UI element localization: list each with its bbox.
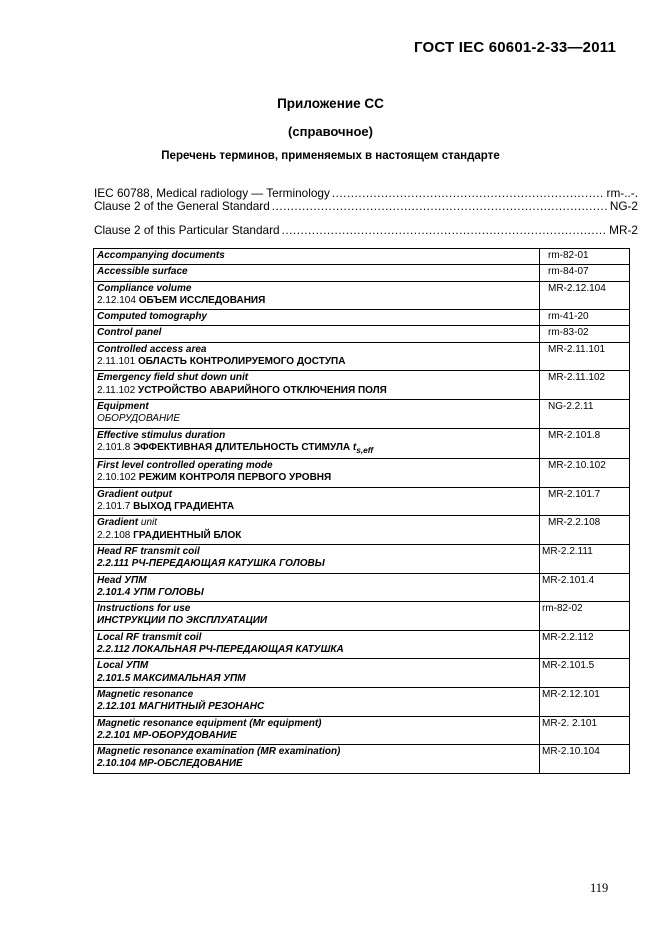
term-en: Head УПМ <box>97 574 147 586</box>
term-cell <box>94 745 540 774</box>
annex-type: (справочное) <box>288 124 373 139</box>
source-cell: MR-2.101.4 <box>540 573 630 602</box>
clause-number: 2.11.101 <box>97 356 136 368</box>
reference-code: MR-2 <box>609 223 638 237</box>
source-cell: MR-2.101.8 <box>540 428 630 459</box>
leader-dots <box>282 223 608 237</box>
source-cell: NG-2.2.11 <box>540 399 630 428</box>
table-row <box>94 459 630 488</box>
term-ru-line <box>97 730 537 742</box>
table-row <box>94 399 630 428</box>
term-en: Local RF transmit coil <box>97 631 202 643</box>
table-row <box>94 310 630 326</box>
term-ru-line <box>97 530 537 542</box>
clause-number: 2.101.8 <box>97 441 131 453</box>
term-cell <box>94 687 540 716</box>
table-row <box>94 687 630 716</box>
term-ru: ГРАДИЕНТНЫЙ БЛОК <box>133 529 242 541</box>
table-row <box>94 371 630 400</box>
term-ru-line <box>97 442 537 456</box>
source-cell: MR-2.101.7 <box>540 487 630 516</box>
table-row <box>94 630 630 659</box>
table-row <box>94 487 630 516</box>
term-en: Magnetic resonance <box>97 688 194 700</box>
table-row <box>94 342 630 371</box>
term-ru-line <box>97 356 537 368</box>
term-en <box>97 517 537 529</box>
term-ru: МАКСИМАЛЬНАЯ УПМ <box>133 672 246 684</box>
table-row <box>94 281 630 310</box>
source-cell: MR-2.11.102 <box>540 371 630 400</box>
term-cell <box>94 281 540 310</box>
term-en: Gradient output <box>97 488 172 500</box>
term-ru: МАГНИТНЫЙ РЕЗОНАНС <box>138 701 265 713</box>
table-row <box>94 265 630 281</box>
term-cell <box>94 310 540 326</box>
term-en-part: unit <box>140 517 158 529</box>
reference-line <box>94 186 638 200</box>
source-cell: rm-41-20 <box>540 310 630 326</box>
term-en: Emergency field shut down unit <box>97 372 249 384</box>
table-row <box>94 544 630 573</box>
reference-line <box>94 199 638 213</box>
term-ru-line <box>97 587 537 599</box>
term-en-part: Gradient <box>97 517 139 529</box>
table-row <box>94 249 630 265</box>
source-cell: MR-2.101.5 <box>540 659 630 688</box>
leader-dots <box>272 199 608 213</box>
page-number: 119 <box>590 881 609 895</box>
annex-subtitle: Перечень терминов, применяемых в настоящем стандарте <box>161 150 500 162</box>
term-cell <box>94 516 540 545</box>
table-row <box>94 516 630 545</box>
term-en: Instructions for use <box>97 603 191 615</box>
term-cell <box>94 265 540 281</box>
term-en: Accessible surface <box>97 266 188 278</box>
symbol: t <box>352 441 357 453</box>
symbol-subscript: s,eff <box>356 444 374 455</box>
term-cell <box>94 249 540 265</box>
clause-number: 2.11.102 <box>97 384 136 396</box>
clause-number: 2.101.5 <box>97 672 131 684</box>
term-cell <box>94 399 540 428</box>
term-en: Controlled access area <box>97 343 207 355</box>
term-cell <box>94 573 540 602</box>
clause-number: 2.12.101 <box>97 701 136 713</box>
source-cell: MR-2.2.111 <box>540 544 630 573</box>
term-ru: ОБЪЕМ ИССЛЕДОВАНИЯ <box>138 294 266 306</box>
term-ru-line <box>97 501 537 513</box>
source-cell: rm-82-02 <box>540 602 630 631</box>
reference-text: Clause 2 of this Particular Standard <box>94 223 280 237</box>
term-ru: ЛОКАЛЬНАЯ РЧ-ПЕРЕДАЮЩАЯ КАТУШКА <box>132 644 344 656</box>
standard-header: ГОСТ IEC 60601-2-33—2011 <box>413 39 616 56</box>
term-cell <box>94 659 540 688</box>
source-cell: MR-2.2.108 <box>540 516 630 545</box>
clause-number: 2.12.104 <box>97 294 136 306</box>
term-cell <box>94 371 540 400</box>
term-ru: ИНСТРУКЦИИ ПО ЭКСПЛУАТАЦИИ <box>97 615 268 627</box>
reference-code: rm-..-. <box>606 186 638 200</box>
source-cell: rm-82-01 <box>540 249 630 265</box>
term-ru-line <box>97 701 537 713</box>
term-en: Head RF transmit coil <box>97 545 200 557</box>
term-ru: РЕЖИМ КОНТРОЛЯ ПЕРВОГО УРОВНЯ <box>138 472 332 484</box>
term-cell <box>94 459 540 488</box>
term-en: Accompanying documents <box>97 250 225 261</box>
term-ru-line <box>97 558 537 570</box>
source-cell: rm-84-07 <box>540 265 630 281</box>
term-ru: МР-ОБОРУДОВАНИЕ <box>133 729 237 741</box>
term-ru-line <box>97 644 537 656</box>
term-cell <box>94 602 540 631</box>
term-ru: ОБЛАСТЬ КОНТРОЛИРУЕМОГО ДОСТУПА <box>137 356 346 368</box>
table-row <box>94 716 630 745</box>
term-ru: ВЫХОД ГРАДИЕНТА <box>133 501 235 513</box>
clause-number: 2.101.4 <box>97 586 131 598</box>
table-row <box>94 602 630 631</box>
term-ru: ОБОРУДОВАНИЕ <box>97 413 180 425</box>
clause-number: 2.2.112 <box>97 644 130 656</box>
term-ru-line <box>97 673 537 685</box>
term-ru: УПМ ГОЛОВЫ <box>133 586 204 598</box>
clause-number: 2.10.102 <box>97 472 136 484</box>
term-cell <box>94 716 540 745</box>
term-ru: МР-ОБСЛЕДОВАНИЕ <box>138 758 243 770</box>
term-ru-line <box>97 472 537 484</box>
term-cell <box>94 326 540 342</box>
term-cell <box>94 544 540 573</box>
source-cell: MR-2.11.101 <box>540 342 630 371</box>
table-row <box>94 659 630 688</box>
clause-number: 2.2.108 <box>97 529 131 541</box>
term-en: First level controlled operating mode <box>97 460 273 472</box>
term-en: Control panel <box>97 327 162 339</box>
reference-code: NG-2 <box>609 199 638 213</box>
reference-text: IEC 60788, Medical radiology — Terminology <box>94 186 330 200</box>
annex-title: Приложение СС <box>277 96 384 111</box>
term-en: Computed tomography <box>97 311 207 323</box>
term-en: Local УПМ <box>97 660 149 672</box>
source-cell: MR-2.10.102 <box>540 459 630 488</box>
term-ru-line <box>97 385 537 397</box>
term-cell <box>94 487 540 516</box>
reference-text: Clause 2 of the General Standard <box>94 199 270 213</box>
term-ru-line <box>97 758 537 770</box>
reference-line <box>94 223 638 237</box>
term-ru: РЧ-ПЕРЕДАЮЩАЯ КАТУШКА ГОЛОВЫ <box>131 558 325 570</box>
source-cell: MR-2.12.101 <box>540 687 630 716</box>
term-ru: ЭФФЕКТИВНАЯ ДЛИТЕЛЬНОСТЬ СТИМУЛА <box>133 441 351 453</box>
leader-dots <box>332 186 605 200</box>
source-cell: MR-2.2.112 <box>540 630 630 659</box>
term-en: Effective stimulus duration <box>97 429 226 441</box>
term-cell <box>94 630 540 659</box>
table-row <box>94 745 630 774</box>
table-row <box>94 428 630 459</box>
term-en: Magnetic resonance examination (MR examination) <box>97 746 341 758</box>
term-en: Compliance volume <box>97 282 192 294</box>
term-ru: УСТРОЙСТВО АВАРИЙНОГО ОТКЛЮЧЕНИЯ ПОЛЯ <box>137 384 387 396</box>
terms-table <box>93 248 630 774</box>
table-row <box>94 573 630 602</box>
source-cell: rm-83-02 <box>540 326 630 342</box>
clause-number: 2.2.101 <box>97 729 131 741</box>
term-ru-line <box>97 295 537 307</box>
clause-number: 2.10.104 <box>97 758 136 770</box>
source-cell: MR-2.10.104 <box>540 745 630 774</box>
table-row <box>94 326 630 342</box>
source-cell: MR-2.12.104 <box>540 281 630 310</box>
term-en: Equipment <box>97 400 149 412</box>
source-cell: MR-2. 2.101 <box>540 716 630 745</box>
clause-number: 2.2.111 <box>97 558 129 570</box>
clause-number: 2.101.7 <box>97 501 131 513</box>
term-cell <box>94 428 540 459</box>
term-en: Magnetic resonance equipment (Mr equipment) <box>97 717 322 729</box>
term-cell <box>94 342 540 371</box>
